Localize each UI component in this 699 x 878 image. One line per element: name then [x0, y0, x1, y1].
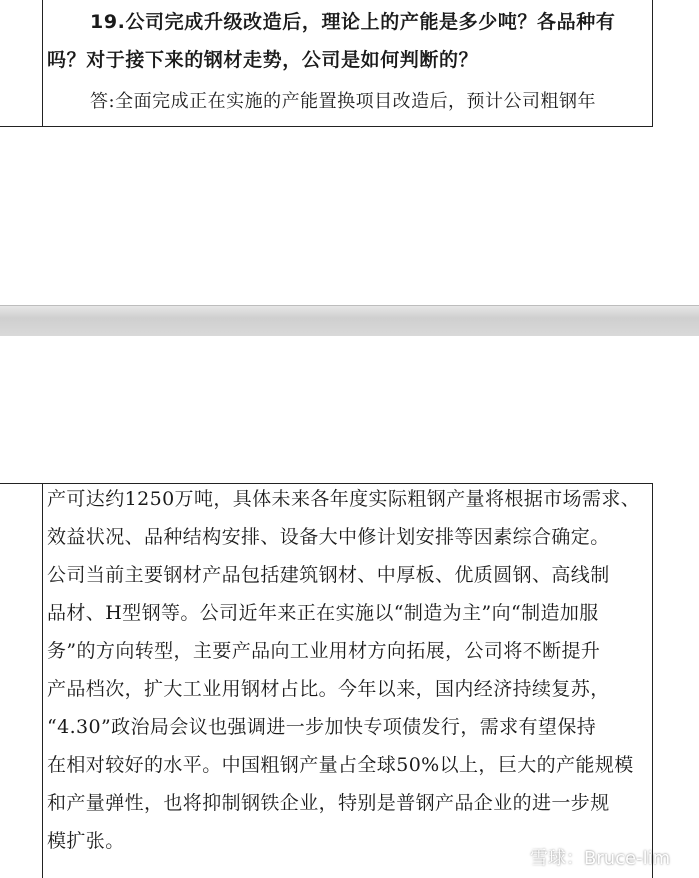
question-line-2: 吗？对于接下来的钢材走势，公司是如何判断的？	[47, 49, 479, 71]
answer-line-1: 答:全面完成正在实施的产能置换项目改造后，预计公司粗钢年	[90, 91, 597, 112]
answer-paragraph-line: 产可达约1250万吨，具体未来各年度实际粗钢产量将根据市场需求、	[47, 488, 641, 510]
table-column-divider	[42, 483, 43, 878]
answer-paragraph-line: 产品档次，扩大工业用钢材占比。今年以来，国内经济持续复苏，	[47, 678, 610, 700]
answer-paragraph-line: “4.30”政治局会议也强调进一步加快专项债发行，需求有望保持	[47, 716, 597, 738]
answer-paragraph-line: 和产量弹性，也将抑制钢铁企业，特别是普钢产品企业的进一步规	[47, 792, 610, 814]
watermark-text: 雪球：Bruce-lim	[530, 848, 671, 869]
answer-paragraph-line: 品材、H型钢等。公司近年来正在实施以“制造为主”向“制造加服	[47, 602, 599, 624]
answer-paragraph-line: 公司当前主要钢材产品包括建筑钢材、中厚板、优质圆钢、高线制	[47, 564, 610, 586]
answer-paragraph-line: 在相对较好的水平。中国粗钢产量占全球50%以上，巨大的产能规模	[47, 754, 634, 776]
watermark	[500, 843, 670, 871]
table-right-border	[652, 0, 653, 127]
page-break-separator	[0, 305, 699, 337]
table-right-border	[652, 483, 653, 878]
answer-paragraph-line: 务”的方向转型，主要产品向工业用材方向拓展，公司将不断提升	[47, 640, 601, 662]
xueqiu-logo-icon	[500, 845, 524, 869]
document-page-top	[0, 0, 699, 305]
table-top-border	[0, 483, 653, 484]
question-line-1: 19.公司完成升级改造后，理论上的产能是多少吨？各品种有	[90, 11, 616, 33]
table-column-divider	[42, 0, 43, 127]
table-bottom-border	[0, 126, 653, 127]
answer-paragraph-line: 效益状况、品种结构安排、设备大中修计划安排等因素综合确定。	[47, 526, 610, 548]
answer-paragraph-line: 模扩张。	[47, 830, 125, 852]
